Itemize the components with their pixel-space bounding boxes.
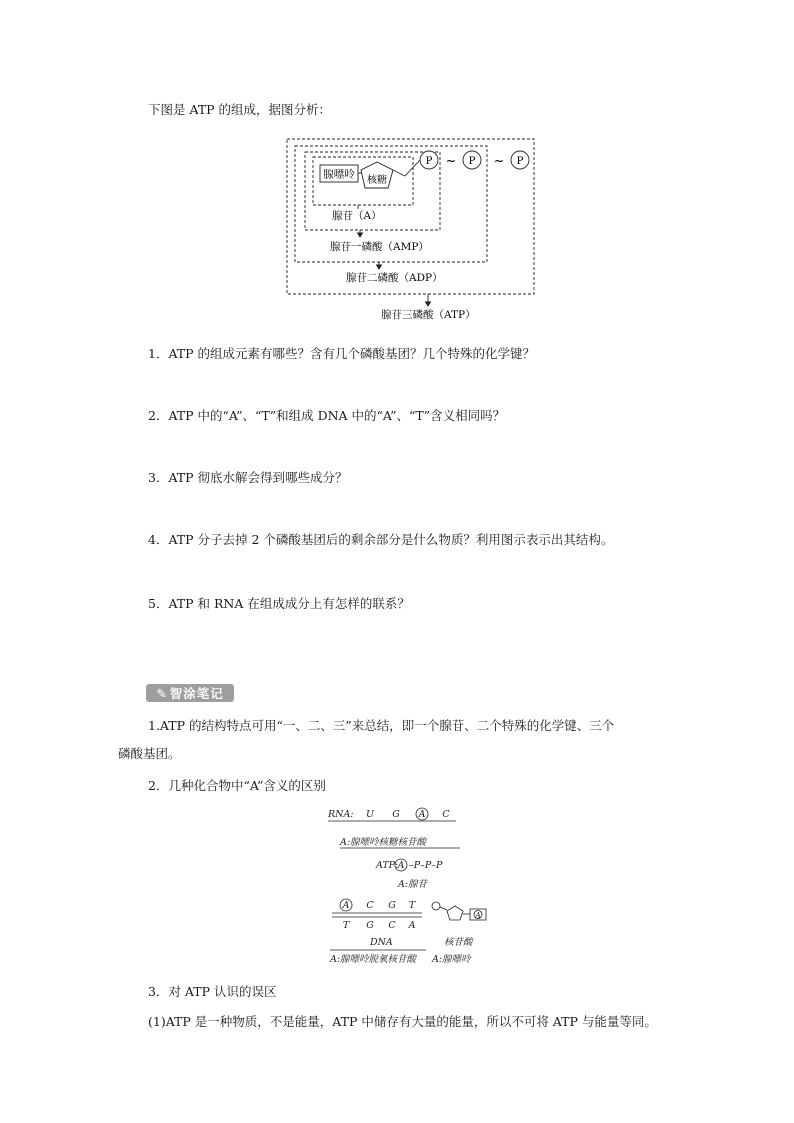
phosphate-3-label: P xyxy=(516,156,524,167)
notes-badge-label: 智涂笔记 xyxy=(169,686,224,701)
adp-label: 腺苷二磷酸（ADP） xyxy=(346,272,443,284)
note-point-1-line1: 1.ATP 的结构特点可用“一、二、三”来总结，即一个腺苷、二个特殊的化学键、三个 xyxy=(148,718,615,733)
phosphate-1-label: P xyxy=(425,156,433,167)
dna-caption: A:腺嘌呤脱氧核苷酸 xyxy=(330,954,417,965)
phosphate-2-label: P xyxy=(468,156,476,167)
nucleotide-caption: A:腺嘌呤 xyxy=(432,954,471,965)
amp-label: 腺苷一磷酸（AMP） xyxy=(330,241,429,253)
note-point-4: (1)ATP 是一种物质，不是能量，ATP 中储存有大量的能量，所以不可将 ATP 与能量等同。 xyxy=(148,1014,657,1029)
adenosine-label: 腺苷（A） xyxy=(332,210,382,222)
question-3: 3．ATP 彻底水解会得到哪些成分？ xyxy=(148,470,348,485)
rna-base-1: U xyxy=(365,809,375,820)
intro-text: 下图是 ATP 的组成，据图分析： xyxy=(148,102,332,117)
atp-sketch-a: A xyxy=(397,860,405,871)
rna-base-2: G xyxy=(392,809,400,820)
atp-sketch-caption: A:腺苷 xyxy=(398,879,428,890)
dna-bottom-base-3: C xyxy=(388,920,396,931)
atp-label: 腺苷三磷酸（ATP） xyxy=(381,309,476,321)
nucleotide-label: 核苷酸 xyxy=(444,937,473,948)
notes-badge xyxy=(146,684,234,702)
question-2: 2．ATP 中的“A”、“T”和组成 DNA 中的“A”、“T”含义相同吗？ xyxy=(148,408,506,423)
atp-sketch-tail: –P–P–P xyxy=(409,860,443,871)
atp-sketch-prefix: ATP: xyxy=(376,860,398,871)
rna-base-3: A xyxy=(418,809,426,820)
pencil-icon: ✎ xyxy=(156,685,168,701)
note-point-2: 2．几种化合物中“A”含义的区别 xyxy=(148,778,326,793)
a-meaning-sketch xyxy=(326,804,496,968)
nucleotide-a-label: A xyxy=(475,911,481,920)
rna-caption: A:腺嘌呤核糖核苷酸 xyxy=(340,837,427,848)
dna-top-base-4: T xyxy=(408,900,416,911)
ribose-label: 核糖 xyxy=(367,175,387,186)
bond-1-label: ~ xyxy=(445,154,457,169)
note-point-1-line2: 磷酸基团。 xyxy=(118,746,181,761)
rna-label: RNA: xyxy=(328,809,354,820)
question-5: 5．ATP 和 RNA 在组成成分上有怎样的联系？ xyxy=(148,596,410,611)
bond-2-label: ~ xyxy=(493,154,505,169)
dna-bottom-base-2: G xyxy=(366,920,374,931)
dna-bottom-base-4: A xyxy=(408,920,416,931)
rna-base-4: C xyxy=(442,809,450,820)
dna-bottom-base-1: T xyxy=(342,920,350,931)
question-4: 4．ATP 分子去掉 2 个磷酸基团后的剩余部分是什么物质？利用图示表示出其结构。 xyxy=(148,532,614,547)
note-point-3: 3．对 ATP 认识的误区 xyxy=(148,984,277,999)
dna-top-base-3: G xyxy=(388,900,396,911)
dna-label: DNA xyxy=(370,937,393,948)
dna-top-base-1: A xyxy=(342,900,350,911)
atp-structure-diagram xyxy=(280,132,550,326)
question-1: 1．ATP 的组成元素有哪些？含有几个磷酸基团？几个特殊的化学键？ xyxy=(148,346,536,361)
dna-top-base-2: C xyxy=(366,900,374,911)
adenine-label: 腺嘌呤 xyxy=(323,168,355,181)
